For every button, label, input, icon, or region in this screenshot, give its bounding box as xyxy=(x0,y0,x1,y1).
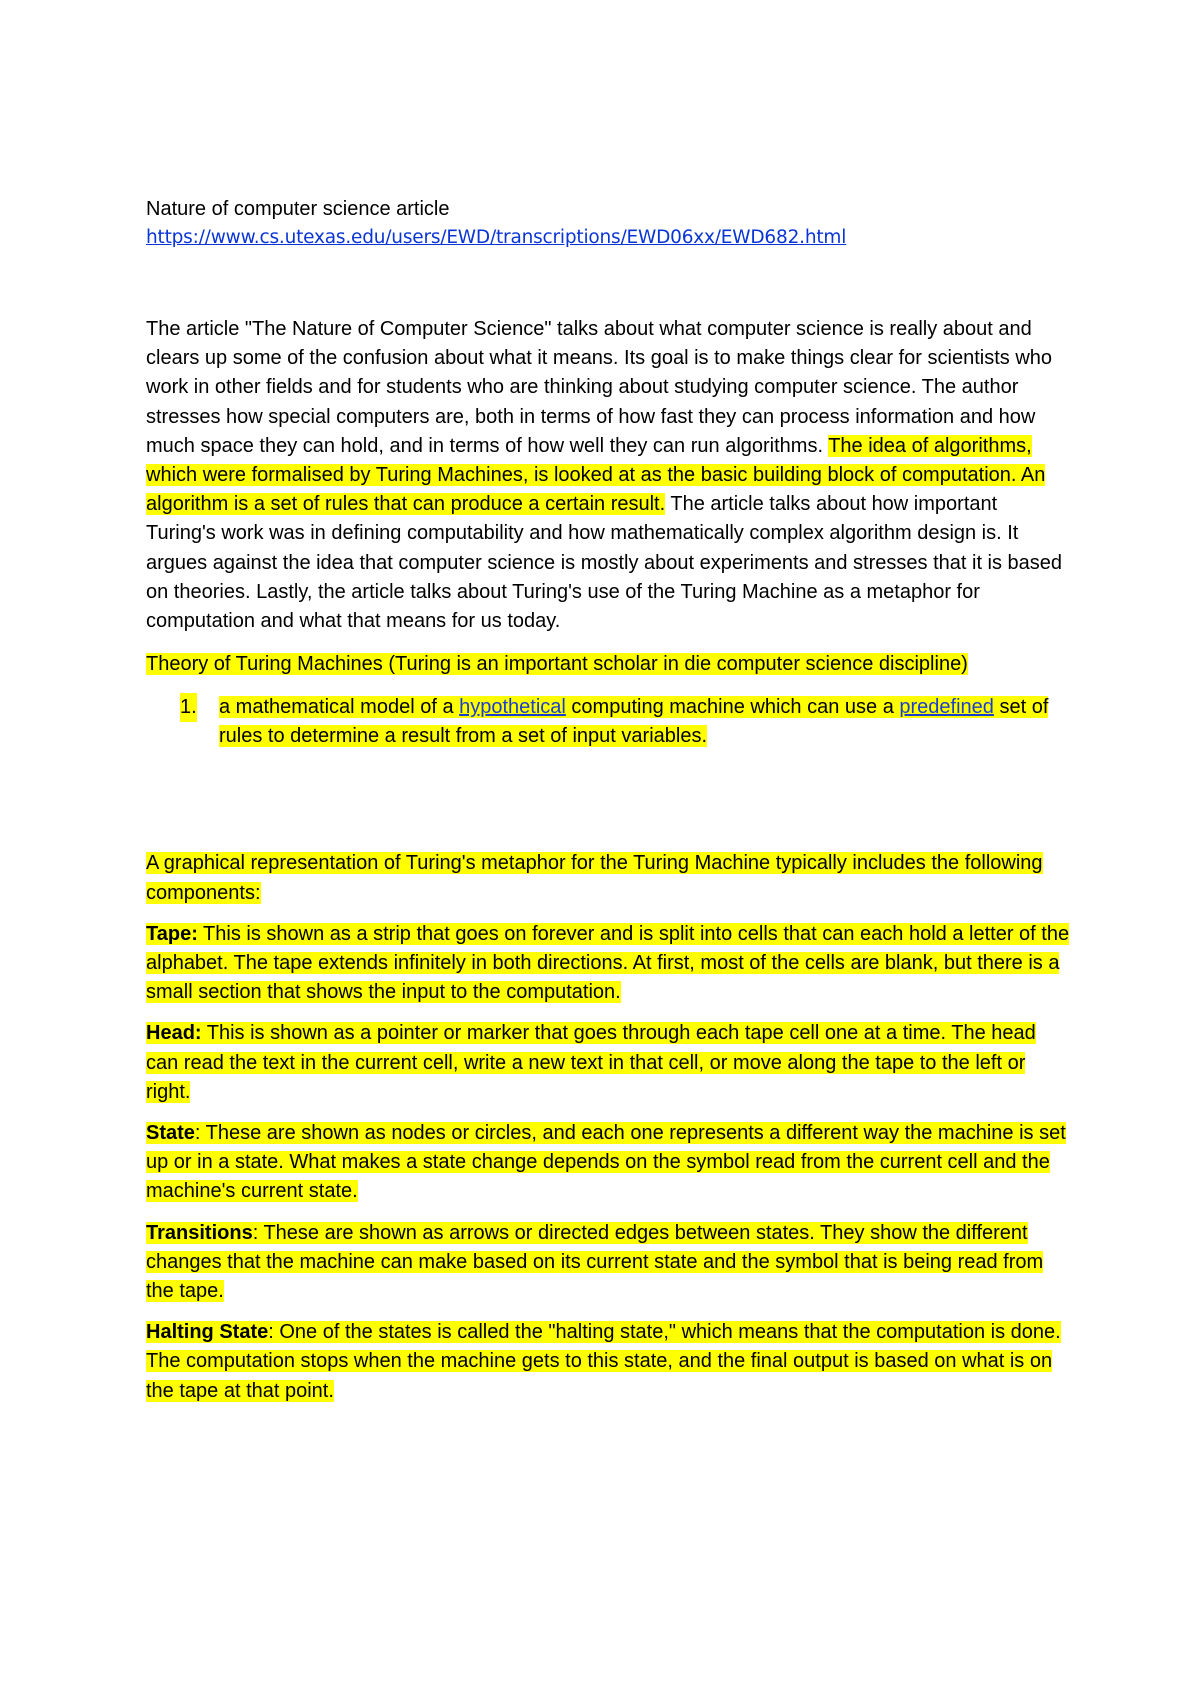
spacer xyxy=(146,253,1071,315)
intro-text-end: The article talks about how important Turing's work was in defining computability and how mathematically complex algorithm design is. It argues against the idea that computer science is mostly about experiments and stresses that it is based on theories. Lastly, the article talks about Turing's use of the Turing Machine as a metaphor for computation and what that means for us today. xyxy=(146,493,1063,633)
hypothetical-link[interactable]: hypothetical xyxy=(459,696,566,719)
component-term: Halting State xyxy=(146,1321,269,1344)
component-term: Transitions xyxy=(146,1221,253,1244)
component-tape xyxy=(146,920,1071,1008)
predefined-link[interactable]: predefined xyxy=(899,696,994,719)
list-item xyxy=(146,693,1071,751)
component-term: Tape: xyxy=(146,922,198,945)
intro-paragraph xyxy=(146,315,1071,636)
component-transitions xyxy=(146,1219,1071,1307)
component-text: : These are shown as nodes or circles, and each one represents a different way the machine is set up or in a state. What makes a state change depends on the symbol read from the current cell and the machine's current state. xyxy=(146,1122,1066,1203)
graphical-intro-paragraph xyxy=(146,849,1071,907)
component-term: State xyxy=(146,1122,195,1145)
theory-heading-paragraph xyxy=(146,650,1071,679)
graphical-intro: A graphical representation of Turing's metaphor for the Turing Machine typically includes the following components: xyxy=(146,852,1043,904)
intro-highlighted-text: The idea of algorithms, which were formalised by Turing Machines, is looked at as the basic building block of computation. An algorithm is a set of rules that can produce a certain result. xyxy=(146,434,1046,516)
article-url-link[interactable]: https://www.cs.utexas.edu/users/EWD/transcriptions/EWD06xx/EWD682.html xyxy=(146,227,847,248)
component-state xyxy=(146,1119,1071,1207)
list-number: 1. xyxy=(180,693,197,722)
spacer xyxy=(146,751,1071,849)
component-text: : These are shown as arrows or directed edges between states. They show the different changes that the machine can make based on its current state and the symbol that is being read from the tape. xyxy=(146,1221,1044,1303)
list-text-part3: set of rules to determine a result from a set of input variables. xyxy=(219,696,1049,748)
component-head xyxy=(146,1019,1071,1107)
component-text: This is shown as a pointer or marker that goes through each tape cell one at a time. The head can read the text in the current cell, write a new text in that cell, or move along the tape to the left or right. xyxy=(146,1022,1036,1103)
list-text-part1: a mathematical model of a xyxy=(219,696,460,719)
list-text-part2: computing machine which can use a xyxy=(565,696,900,719)
document-page xyxy=(146,195,1071,1418)
component-text: This is shown as a strip that goes on forever and is split into cells that can each hold a letter of the alphabet. The tape extends infinitely in both directions. At first, most of the cells are blank, but there is a small section that shows the input to the computation. xyxy=(146,922,1070,1004)
component-term: Head: xyxy=(146,1022,202,1045)
component-halting-state xyxy=(146,1318,1071,1406)
intro-text-start: The article "The Nature of Computer Science" talks about what computer science is really about and clears up some of the confusion about what it means. Its goal is to make things clear for scientists who work in other fields and for students who are thinking about studying computer science. The author stresses how special computers are, both in terms of how fast they can process information and how much space they can hold, and in terms of how well they can run algorithms. xyxy=(146,318,1053,457)
theory-heading: Theory of Turing Machines (Turing is an important scholar in die computer science discipline) xyxy=(146,653,968,676)
component-text: : One of the states is called the "halting state," which means that the computation is done. The computation stops when the machine gets to this state, and the final output is based on what is on the tape at that point. xyxy=(146,1321,1061,1402)
document-title: Nature of computer science article xyxy=(146,198,450,220)
